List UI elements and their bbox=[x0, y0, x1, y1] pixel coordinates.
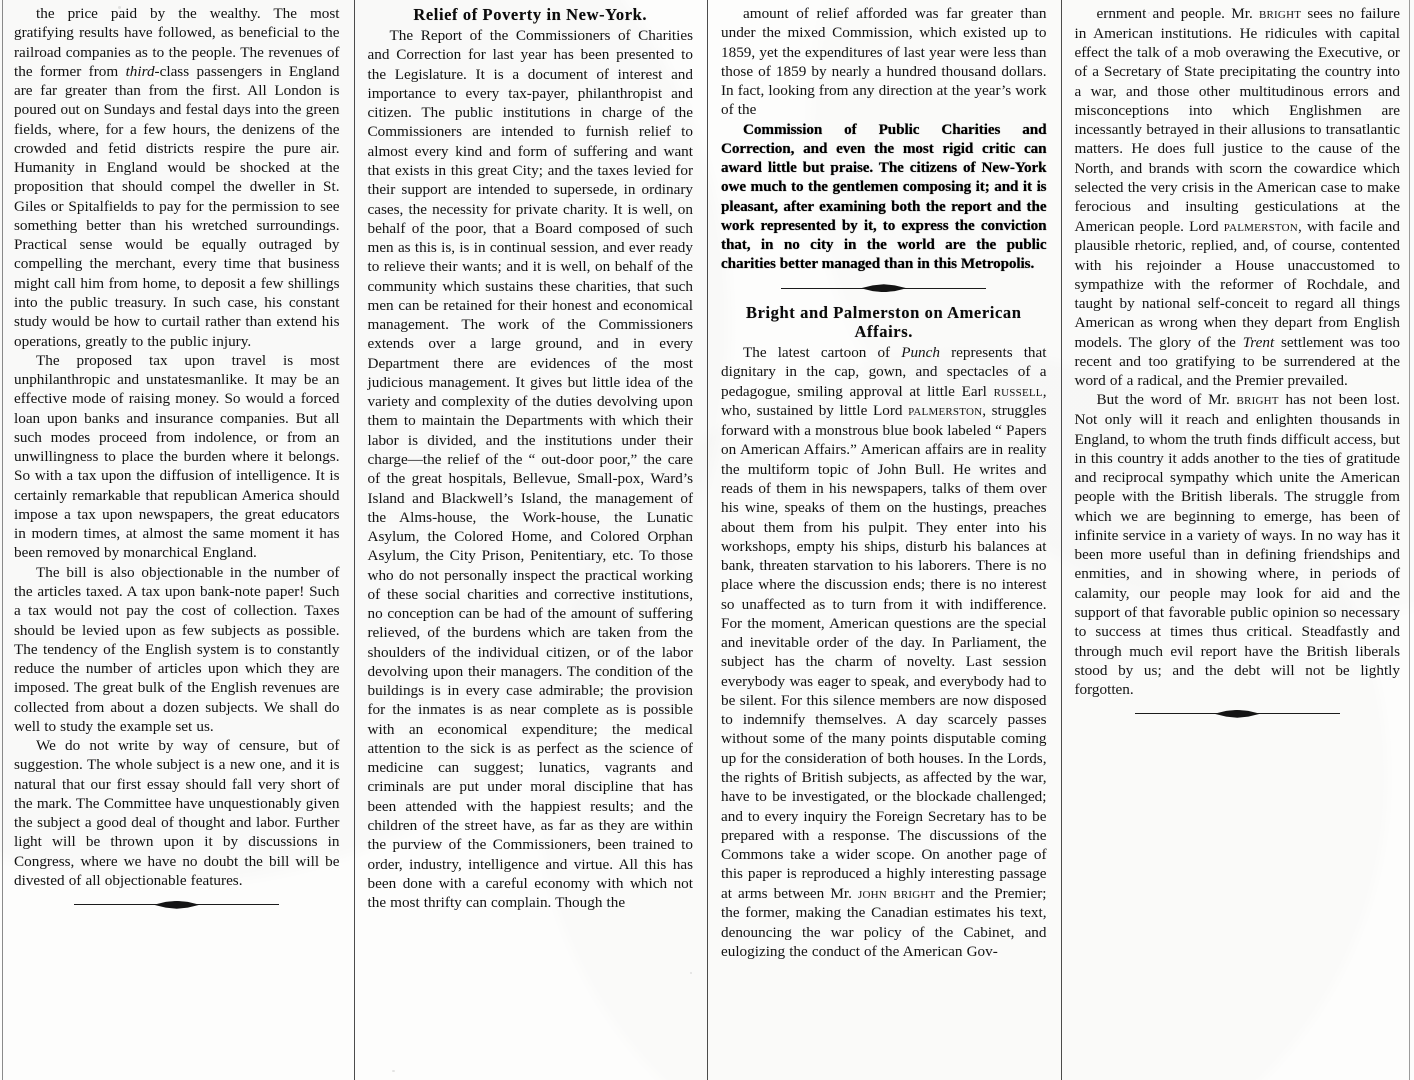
decorative-end-rule bbox=[74, 897, 279, 913]
article-paragraph: But the word of Mr. bright has not been lost. Not only will it reach and enlighten thousands in England, to whom the truth finds difficult access, but in this country it adds another to the ties of gratitude and reciprocal sympathy which unite the American people with the British liberals. The struggle from which we are beginning to emerge, has been of infinite service in a variety of ways. In no way has it been more useful than in defining friendships and enmities, and in showing where, in periods of calamity, our people may look for aid and the support of that favorable public opinion so necessary to success at times thus critical. Steadfastly and through much evil report have the British liberals stood by us; and the debt will not be lightly forgotten. bbox=[1074, 391, 1401, 699]
decorative-end-rule bbox=[781, 281, 986, 297]
newspaper-column-2 bbox=[354, 0, 708, 1080]
article-paragraph: the price paid by the wealthy. The most gratifying results have followed, as beneficial to the railroad companies as to the people. The revenues of the former from third-class passengers in England are far greater than from the first. All London is poured out on Sundays and festal days into the green fields, where, for a few hours, the denizens of the crowded and fetid districts respire the pure air. Humanity in England would be shocked at the proposition that should compel the dweller in St. Giles or Spitalfields to pay for the permission to see something better than his wretched surroundings. Practical sense would be equally outraged by compelling the merchant, every time that business might call him from home, to deposit a few shillings into the public treasury. In such case, his constant study would be how to curtail rather than extend his operations, greatly to the public injury. bbox=[14, 5, 340, 350]
article-paragraph: We do not write by way of censure, but of suggestion. The whole subject is a new one, and it is natural that our first essay should fall very short of the mark. The Committee have unquestionably given the subject a good deal of thought and labor. Further light will be thrown upon it by discussions in Congress, where we have no doubt the bill will be divested of all objectionable features. bbox=[14, 737, 340, 889]
article-paragraph: The proposed tax upon travel is most unphilanthropic and unstatesmanlike. It may be an effective mode of raising money. So would a forced loan upon banks and insurance companies. But all such modes proceed from indolence, or from an unwillingness to place the burden where it belongs. So with a tax upon the diffusion of intelligence. It is certainly remarkable that republican America should impose a tax upon newspapers, the great educators in modern times, at almost the same moment it has been removed by monarchical England. bbox=[14, 351, 340, 562]
article-paragraph: ernment and people. Mr. bright sees no failure in American institutions. He ridicules with capital effect the talk of a mob overawing the Executive, or of a Secretary of State precipitating the country into a war, and those other multitudinous errors and misconceptions into which Englishmen are incessantly betrayed in their allusions to transatlantic matters. He does full justice to the cause of the North, and brands with scorn the cowardice which selected the very crisis in the American case to make ferocious and insulting gesticulations at the American people. Lord palmerston, with facile and plausible rhetoric, replied, and, of course, contented with his rejoinder a House unaccustomed to sympathize with the reformer of Rochdale, and taught by national self-conceit to regard all things American as wrong when they depart from English models. The glory of the Trent settlement was too recent and too gratifying to be surrendered at the word of a radical, and the Premier prevailed. bbox=[1074, 5, 1400, 390]
newspaper-column-4 bbox=[1061, 0, 1414, 1080]
article-headline-bright-and-palmerston: Bright and Palmerston on American Affairs. bbox=[745, 302, 1022, 341]
end-rule-ornament bbox=[861, 284, 907, 292]
newspaper-column-3 bbox=[707, 0, 1061, 1080]
article-paragraph: The latest cartoon of Punch represents that dignitary in the cap, gown, and spectacles of a pedagogue, smiling approval at little Earl russell, who, sustained by little Lord palmerston, struggles forward with a monstrous blue book labeled “ Papers on American Affairs.” American affairs are in reality the multiform topic of John Bull. He writes and reads of them in his newspapers, talks of them over his wine, speaks of them on the hustings, preaches about them from his pulpit. They enter into his workshops, empty his ships, disturb his balances at bank, threaten starvation to his laborers. There is no place where the discussion ends; there is no interest so unaffected as to turn from it with indifference. For the moment, American questions are the special and inevitable order of the day. In Parliament, the subject has the charm of novelty. Last session everybody was eager to speak, and everybody had to be silent. For this silence members are now disposed to indemnify themselves. A day scarcely passes without some of the many points disputable coming up for the consideration of both houses. In the Lords, the rights of British subjects, as affected by the war, have to be investigated, or the blockade challenged; and to every inquiry the Foreign Secretary has to be prepared with a response. The discussions of the Commons take a wider scope. On another page of this paper is reproduced a highly interesting passage at arms between Mr. john bright and the Premier; the former, making the Canadian estimates his text, denouncing the war policy of the Cabinet, and eulogizing the conduct of the American Gov- bbox=[721, 343, 1047, 960]
article-paragraph: amount of relief afforded was far greater than under the mixed Commission, which existed up to 1859, yet the expenditures of last year were less than those of 1859 by nearly a hundred thousand dollars. In fact, looking from any direction at the year’s work of the bbox=[721, 5, 1047, 119]
article-headline-relief-of-poverty: Relief of Poverty in New-York. bbox=[413, 5, 648, 24]
end-rule-ornament bbox=[154, 901, 200, 909]
article-paragraph: The Report of the Commissioners of Charities and Correction for last year has been presented to the Legislature. It is a document of interest and importance to every tax-payer, philanthropist and citizen. The public institutions in charge of the Commissioners are intended to furnish relief to almost every kind and form of suffering and want that exists in this great City; and the taxes levied for their support are intended to supersede, in ordinary cases, the necessity for private charity. It is well, on behalf of the poor, that a Board composed of such men as this is, is in continual session, and ever ready to relieve their wants; and it is well, on behalf of the community which sustains these charities, that such men can be retained for their honest and economical management. The work of the Commissioners extends over a large ground, and in every Department there are evidences of the most judicious management. It gives but little idea of the variety and complexity of the duties devolving upon them to maintain the Departments with which their labor is divided, and the institutions under their charge—the relief of the “ out-door poor,” the care of the great hospitals, Bellevue, Small-pox, Ward’s Island and Blackwell’s Island, the management of the Alms-house, the Work-house, the Lunatic Asylum, the Colored Home, and Colored Orphan Asylum, the City Prison, Penitentiary, etc. To those who do not personally inspect the practical working of these social charities and corrective institutions, no conception can be had of the amount of suffering relieved, of the burdens which are taken from the shoulders of the individual citizen, or of the labor devolving upon their managers. The condition of the buildings is in every case admirable; the provision for the inmates is as near complete as is possible with an economical expenditure; the medical attention to the sick is as perfect as the science of medicine can suggest; lunatics, vagrants and criminals are put under moral discipline that has been attended with the happiest results; and the children of the street have, as far as they are within the purview of the Commissioners, been trained to order, industry, intelligence and virtue. All this has been done with a careful economy with which not the most thrifty can complain. Though the bbox=[367, 27, 693, 912]
end-rule-ornament bbox=[1214, 710, 1260, 718]
newspaper-column-1 bbox=[0, 0, 354, 1080]
article-paragraph: The bill is also objectionable in the number of the articles taxed. A tax upon bank-note paper! Such a tax would not pay the cost of collection. Taxes should be levied upon as few subjects as possible. The tendency of the English system is to constantly reduce the number of articles upon which they are imposed. The great bulk of the English revenues are collected from about a dozen subjects. We shall do well to study the example set us. bbox=[14, 563, 340, 735]
decorative-end-rule bbox=[1135, 706, 1340, 722]
article-paragraph-inked: Commission of Public Charities and Correction, and even the most rigid critic can award little but praise. The citizens of New-York owe much to the gentlemen composing it; and it is pleasant, after examining both the report and the work represented by it, to express the conviction that, in no city in the world are the public charities better managed than in this Metropolis. bbox=[721, 120, 1047, 273]
